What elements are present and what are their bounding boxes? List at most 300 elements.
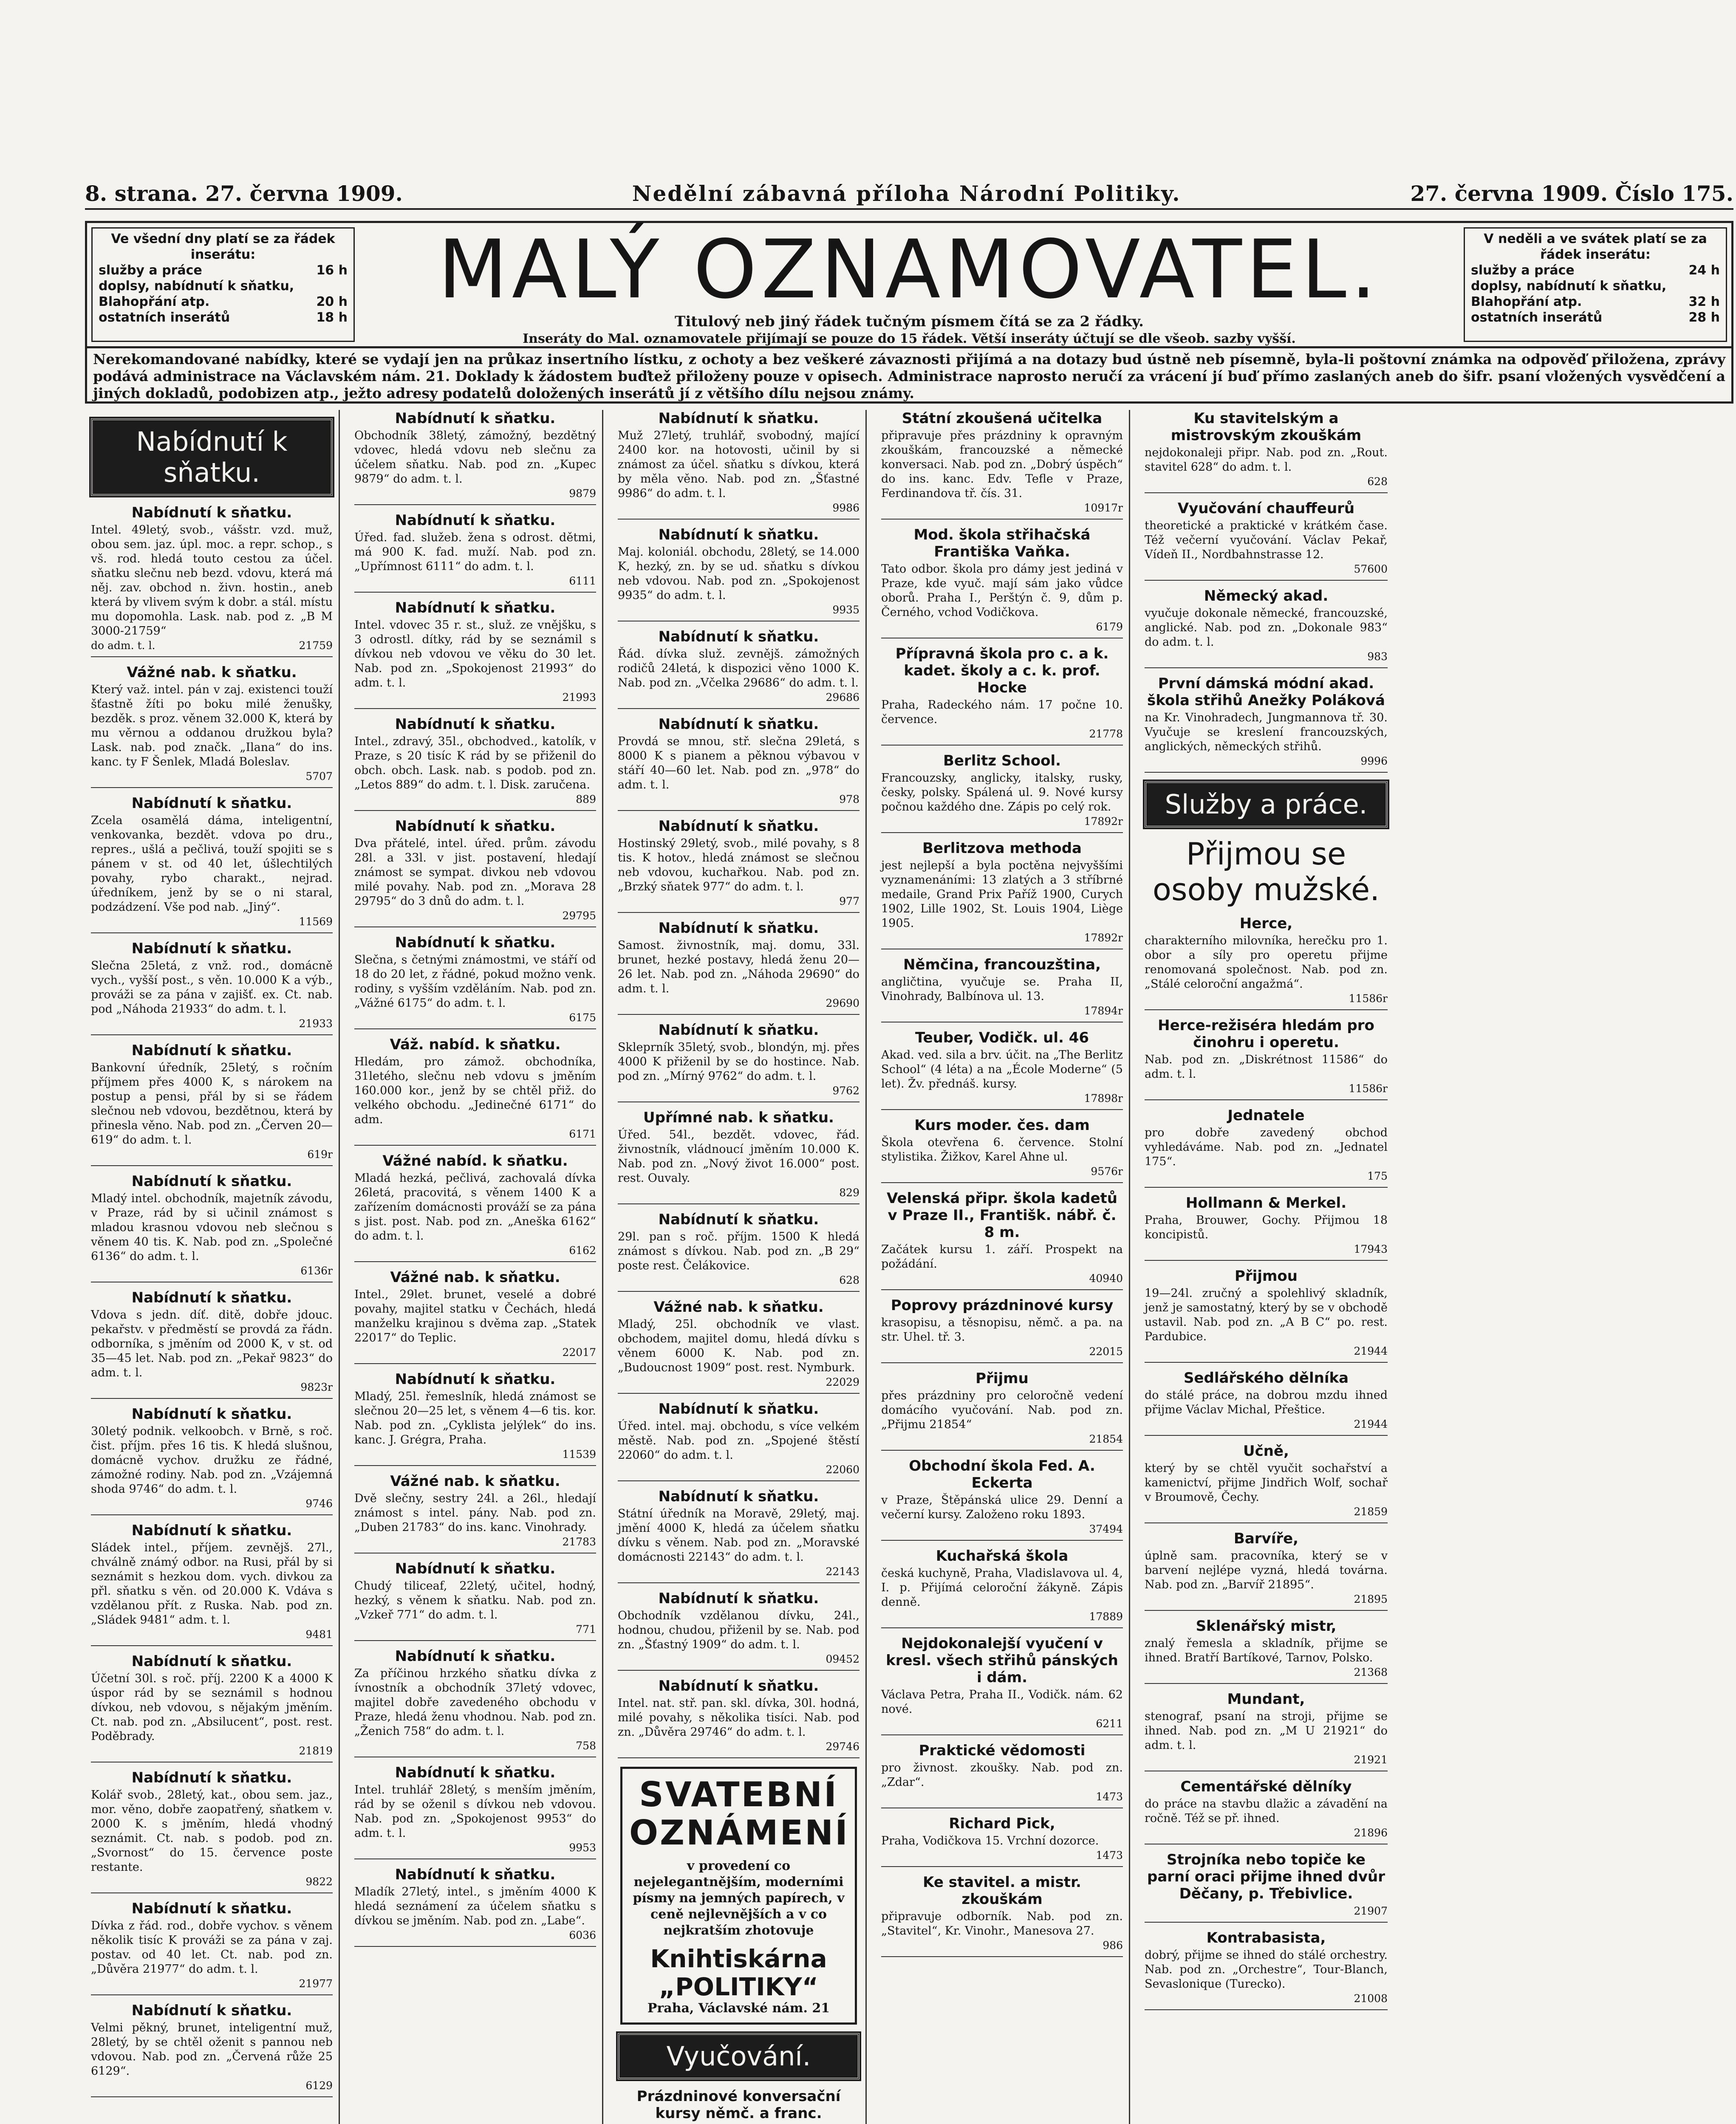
rates-sunday	[1464, 227, 1727, 342]
ad-text: do stálé práce, na dobrou mzdu ihned přijme Václav Michal, Přeštice.	[1145, 1389, 1388, 1416]
ad-text: Mladý intel. obchodník, majetník závodu, v Praze, rád by si učinil známost s mladou krasnou vdovou neb slečnou s věnem 40 tis. K. Nab. pod zn. „Společné 6136“ do adm. t. l.	[91, 1192, 333, 1263]
ad-heading: Nabídnutí k sňatku.	[658, 526, 819, 543]
ad-number: 9481	[305, 1628, 333, 1641]
classified-ad	[618, 1022, 860, 1102]
ad-number: 6179	[1096, 621, 1123, 633]
rate-row	[1471, 310, 1720, 325]
ad-divider	[354, 504, 596, 505]
classified-ad	[618, 920, 860, 1015]
ad-footer	[1145, 991, 1388, 1006]
ad-footer	[354, 1739, 596, 1753]
ad-heading: Nabídnutí k sňatku.	[395, 716, 556, 733]
ad-number: 17892r	[1084, 815, 1123, 828]
classified-ad	[91, 664, 333, 788]
ad-divider	[618, 1582, 860, 1583]
classified-ad	[354, 1560, 596, 1641]
ad-divider	[618, 1203, 860, 1204]
ad-footer	[618, 1565, 860, 1579]
ad-heading: Mundant,	[1227, 1691, 1305, 1708]
ad-divider	[354, 1946, 596, 1947]
ad-number: 758	[576, 1740, 596, 1752]
ad-divider	[354, 810, 596, 811]
ad-text: 19—24l. zručný a spolehlivý skladník, jenž je samostatný, který by se v obchodě ustavil. Nab. pod zn. „A B C“ po. rest. Pardubice.	[1145, 1287, 1388, 1343]
ad-divider	[91, 1994, 333, 1995]
masthead-title-block	[368, 223, 1451, 347]
ad-number: 17892r	[1084, 932, 1123, 944]
ad-footer	[1145, 1169, 1388, 1183]
ad-footer	[881, 1091, 1123, 1106]
ad-number: 6111	[569, 575, 596, 587]
ad-number: 21907	[1354, 1905, 1388, 1917]
ad-footer	[91, 2079, 333, 2093]
classified-ad	[91, 1289, 333, 1399]
ad-text: nejdokonaleji připr. Nab. pod zn. „Rout. stavitel 628“ do adm. t. l.	[1145, 446, 1388, 474]
ad-heading: Němčina, francouzština,	[903, 956, 1101, 973]
ad-text: Slečna 25letá, z vnž. rod., domácně vych., vyšší post., s věn. 10.000 K a výb., prováži se za pána v zajišť. ex. Ct. nab. pod „Náhoda 21933“ do adm. t. l.	[91, 959, 333, 1016]
ad-number: 22015	[1089, 1345, 1123, 1358]
ad-text: přes prázdniny pro celoročně vedení domácího vyučování. Nab. pod zn. „Přijmu 21854“	[881, 1389, 1123, 1431]
ad-number: 21921	[1354, 1754, 1388, 1766]
rate-row	[99, 310, 348, 325]
ad-heading: Nabídnutí k sňatku.	[395, 1764, 556, 1781]
ad-text: česká kuchyně, Praha, Vladislavova ul. 4, I. p. Přijímá celoroční žákyně. Zápis denně.	[881, 1567, 1123, 1609]
classified-ad	[618, 410, 860, 520]
ad-heading: Berlitz School.	[943, 752, 1061, 769]
classified-ad	[881, 1370, 1123, 1451]
ad-footer	[91, 1264, 333, 1278]
masthead	[85, 221, 1733, 348]
ad-number: 9822	[305, 1875, 333, 1888]
column-2	[348, 410, 603, 2124]
ad-heading: Nejdokonalejší vyučení v kresl. všech střihů pánských i dám.	[886, 1635, 1118, 1686]
ad-heading: Prázdninové konversační kursy němč. a franc.	[636, 2088, 841, 2122]
ad-footer	[1145, 650, 1388, 664]
ad-divider	[618, 519, 860, 520]
ad-heading: Nabídnutí k sňatku.	[658, 716, 819, 733]
ad-number: 21944	[1354, 1345, 1388, 1357]
ad-footer	[91, 1627, 333, 1642]
ad-number: 37494	[1089, 1523, 1123, 1535]
ad-heading: Nabídnutí k sňatku.	[395, 410, 556, 427]
ad-heading: Nabídnutí k sňatku.	[131, 504, 292, 521]
ad-footer	[354, 574, 596, 588]
classified-ad	[354, 599, 596, 709]
rate-label: ostatních inserátů	[1471, 310, 1603, 325]
classified-ad	[354, 410, 596, 505]
ad-divider	[354, 926, 596, 927]
ad-text: Intel. nat. stř. pan. skl. dívka, 30l. hodná, milé povahy, s několika tisíci. Nab. pod zn. „Důvěra 29746“ do adm. t. l.	[618, 1697, 860, 1739]
ad-footer	[1145, 1505, 1388, 1519]
ad-divider	[91, 1034, 333, 1035]
ad-text: Skleprník 35letý, svob., blondýn, mj. přes 4000 K přiženil by se do hostince. Nab. pod zn. „Mírný 9762“ do adm. t. l.	[618, 1041, 860, 1083]
rate-row	[99, 278, 348, 294]
ad-number: 17889	[1089, 1610, 1123, 1623]
ad-heading: Nabídnutí k sňatku.	[658, 1488, 819, 1505]
ad-footer	[354, 1841, 596, 1855]
ad-number: 6136r	[300, 1265, 333, 1277]
rate-label: služby a práce	[1471, 263, 1575, 278]
ad-heading: Herce,	[1239, 915, 1293, 932]
ad-divider	[1145, 1683, 1388, 1684]
ad-text: theoretické a praktické v krátkém čase. Též večerní vyučování. Václav Pekař, Vídeň II., Nordbahnstrasse 12.	[1145, 519, 1388, 561]
ad-number: 6036	[569, 1929, 596, 1941]
ad-heading: Učně,	[1243, 1443, 1289, 1460]
classified-ad	[881, 1190, 1123, 1290]
ad-heading: Richard Pick,	[949, 1815, 1055, 1832]
classified-ad	[1145, 1107, 1388, 1188]
ad-heading: Přijmou	[1235, 1268, 1298, 1285]
ad-number: 628	[1367, 475, 1388, 488]
ad-heading: Nabídnutí k sňatku.	[395, 1560, 556, 1577]
boxad-headline: SVATEBNÍ OZNÁMENÍ	[629, 1775, 849, 1853]
ad-divider	[1145, 1187, 1388, 1188]
classified-ad	[354, 1866, 596, 1947]
classified-ad	[618, 1109, 860, 1204]
ad-text: vyučuje dokonale německé, francouzské, anglické. Nab. pod zn. „Dokonale 983“ do adm. t. l.	[1145, 607, 1388, 649]
ad-text: Maj. koloniál. obchodu, 28letý, se 14.000 K, hezký, zn. by se ud. sňatku s dívkou neb vdovou. Nab. pod zn. „Spokojenost 9935“ do adm. t. l.	[618, 545, 860, 602]
classified-ad	[354, 818, 596, 927]
classified-ad	[881, 1117, 1123, 1183]
ad-heading: Sklenářský mistr,	[1196, 1618, 1337, 1635]
ad-heading: Nabídnutí k sňatku.	[658, 1590, 819, 1607]
ad-number: 9935	[832, 604, 860, 616]
masthead-subtitle-2: Inseráty do Mal. oznamovatele přijímají se pouze do 15 řádek. Větší inseráty účtují se dle všeob. sazby vyšší.	[523, 331, 1296, 346]
ad-divider	[881, 1289, 1123, 1290]
classified-ad	[1145, 1530, 1388, 1611]
ad-text: Úřed. 54l., bezdět. vdovec, řád. živnostník, vládnoucí jměním 10.000 K. Nab. pod zn. „Nový život 16.000“ post. rest. Ouvaly.	[618, 1128, 860, 1185]
classified-ad	[1145, 1370, 1388, 1436]
rates-heading: V neděli a ve svátek platí se za řádek inserátu:	[1484, 232, 1707, 262]
ad-heading: Teuber, Vodičk. ul. 46	[915, 1029, 1089, 1046]
ad-number: 6162	[569, 1244, 596, 1257]
ad-text: Bankovní úředník, 25letý, s ročním příjmem přes 4000 K, s nárokem na postup a pensi, přál by si se řádem slečnou neb vdovou, bezdětnou, která by přinesla věno. Nab. pod zn. „Červen 20—619“ do adm. t. l.	[91, 1061, 333, 1147]
ad-number: 5707	[305, 770, 333, 782]
ad-footer	[1145, 1904, 1388, 1918]
ad-number: 22143	[826, 1565, 860, 1578]
ad-divider	[618, 912, 860, 913]
classified-ad	[354, 1371, 596, 1466]
ad-divider	[881, 1956, 1123, 1957]
ad-number: 628	[839, 1274, 860, 1286]
header-right: 27. června 1909. Číslo 175.	[1410, 181, 1733, 206]
ad-heading: Herce-režiséra hledám pro činohru i operetu.	[1158, 1017, 1374, 1051]
rate-price: 18 h	[316, 310, 348, 325]
ad-number: 21895	[1354, 1593, 1388, 1605]
ad-heading: Vážné nab. k sňatku.	[653, 1299, 824, 1316]
ad-footer	[1145, 1592, 1388, 1607]
ad-number: 21993	[562, 691, 596, 703]
masthead-subtitle: Titulový neb jiný řádek tučným písmem čítá se za 2 řádky.	[675, 313, 1144, 330]
ad-text: Praha, Radeckého nám. 17 počne 10. července.	[881, 698, 1123, 726]
ad-divider	[618, 708, 860, 709]
ad-divider	[618, 1757, 860, 1758]
ad-heading: Nabídnutí k sňatku.	[131, 1653, 292, 1670]
ad-divider	[881, 1362, 1123, 1363]
ad-heading: Nabídnutí k sňatku.	[395, 1866, 556, 1883]
ad-footer	[91, 1875, 333, 1889]
classified-ad	[91, 795, 333, 933]
ad-heading: Nabídnutí k sňatku.	[395, 1648, 556, 1665]
classified-ad	[881, 410, 1123, 520]
ad-divider	[881, 1450, 1123, 1451]
ad-number: 11586r	[1349, 992, 1388, 1005]
classified-ad	[618, 818, 860, 913]
ad-text: Praha, Brouwer, Gochy. Přijmou 18 koncipistů.	[1145, 1214, 1388, 1241]
column-5	[1139, 410, 1394, 2124]
header-left: 8. strana. 27. června 1909.	[85, 181, 403, 206]
ad-text: Muž 27letý, truhlář, svobodný, mající 2400 kor. na hotovosti, učinil by si známost za účel. sňatku s dívkou, která by měla věno. Nab. pod zn. „Šťastné 9986“ do adm. t. l.	[618, 429, 860, 500]
ad-heading: Nabídnutí k sňatku.	[658, 410, 819, 427]
ad-footer	[881, 1522, 1123, 1537]
ad-footer	[91, 1147, 333, 1162]
ad-footer	[618, 894, 860, 909]
ad-footer	[354, 1447, 596, 1462]
ad-divider	[1145, 580, 1388, 581]
column-1	[85, 410, 340, 2124]
ad-footer	[91, 1977, 333, 1991]
ad-divider	[1145, 772, 1388, 773]
ad-number: 21859	[1354, 1505, 1388, 1518]
ad-heading: Barvíře,	[1233, 1530, 1299, 1547]
ad-footer	[354, 792, 596, 807]
classified-ad	[1145, 1443, 1388, 1523]
ad-text: Praha, Vodičkova 15. Vrchní dozorce.	[881, 1834, 1099, 1847]
column-4	[875, 410, 1130, 2124]
ad-divider	[1145, 1435, 1388, 1436]
rates-weekday	[91, 227, 355, 342]
ad-footer	[618, 501, 860, 515]
ad-heading: Nabídnutí k sňatku.	[131, 940, 292, 957]
ad-divider	[1145, 2009, 1388, 2010]
ad-footer	[354, 1622, 596, 1637]
ad-heading: Kurs moder. čes. dam	[914, 1117, 1090, 1134]
classified-ad	[91, 2002, 333, 2097]
boxad-address: Praha, Václavské nám. 21	[647, 2001, 830, 2016]
ad-number: 6129	[305, 2079, 333, 2092]
ad-number: 21977	[299, 1977, 333, 1990]
ad-text: Francouzsky, anglicky, italsky, rusky, česky, polsky. Spálená ul. 9. Nové kursy počnou každého dne. Zápis po celý rok.	[881, 771, 1123, 813]
ad-heading: Nabídnutí k sňatku.	[658, 628, 819, 645]
ad-text: Mladý, 25l. obchodník ve vlast. obchodem, majitel domu, hledá dívku s věnem 6000 K. Nab. pod zn. „Budoucnost 1909“ post. rest. Nymburk.	[618, 1318, 860, 1374]
ad-footer-note: do adm. t. l.	[91, 639, 156, 652]
ad-divider	[881, 1627, 1123, 1628]
ad-footer	[618, 1740, 860, 1754]
ad-divider	[881, 1734, 1123, 1735]
classified-ad	[1145, 915, 1388, 1010]
classified-ad	[881, 1029, 1123, 1110]
ad-footer	[881, 1848, 1123, 1863]
classified-ad	[1145, 1017, 1388, 1100]
ad-footer	[91, 1744, 333, 1758]
ad-text: Slečna, s četnými známostmi, ve stáří od 18 do 20 let, z řádné, pokud možno venk. rodiny, s vyšším vzděláním. Nab. pod zn. „Vážné 6175“ do adm. t. l.	[354, 953, 596, 1010]
ad-number: 17898r	[1084, 1092, 1123, 1104]
ad-footer	[881, 1432, 1123, 1446]
ad-text: Intel., 29let. brunet, veselé a dobré povahy, majitel statku v Čechách, hledá manželku krajinou s dvěma zap. „Statek 22017“ do Teplic.	[354, 1288, 596, 1344]
column-3	[612, 410, 867, 2124]
ad-number: 9996	[1360, 755, 1388, 767]
classified-ad	[618, 1401, 860, 1481]
ad-footer	[91, 769, 333, 784]
ad-divider	[881, 745, 1123, 746]
classified-ad	[1145, 1195, 1388, 1261]
ad-footer	[1145, 1242, 1388, 1257]
ad-footer	[354, 1535, 596, 1549]
ad-number: 9986	[832, 502, 860, 514]
ad-number: 22029	[826, 1376, 860, 1388]
ad-heading: Nabídnutí k sňatku.	[658, 920, 819, 937]
rates-heading: Ve všední dny platí se za řádek inserátu:	[111, 232, 335, 262]
ad-text: dobrý, přijme se ihned do stálé orchestry. Nab. pod zn. „Orchestre“, Tour-Blanch, Sevaslonique (Turecko).	[1145, 1949, 1388, 1991]
ad-text: krasopisu, a těsnopisu, němč. a pa. na str. Uhel. tř. 3.	[881, 1316, 1123, 1344]
classified-ad	[354, 716, 596, 811]
rate-label: ostatních inserátů	[99, 310, 230, 325]
ad-divider	[354, 1465, 596, 1466]
ad-heading: Nabídnutí k sňatku.	[131, 1289, 292, 1306]
classified-ad	[91, 1769, 333, 1893]
ad-heading: Strojníka nebo topiče ke parní oraci přijme ihned dvůr Děčany, p. Třebivlice.	[1147, 1851, 1385, 1902]
ad-heading: Nabídnutí k sňatku.	[658, 1022, 819, 1039]
ad-heading: Vážné nab. k sňatku.	[390, 1473, 560, 1490]
ad-footer	[618, 1652, 860, 1666]
classified-ad	[1145, 1778, 1388, 1844]
ad-heading: Vyučování chauffeurů	[1177, 500, 1355, 517]
ad-divider	[1145, 667, 1388, 668]
classified-ad	[91, 1522, 333, 1646]
ad-heading: Hollmann & Merkel.	[1185, 1195, 1347, 1212]
ad-footer	[618, 1084, 860, 1098]
rate-row	[99, 294, 348, 310]
classified-ad	[881, 1457, 1123, 1541]
classified-ad	[354, 1648, 596, 1757]
category-heading: Přijmou se osoby mužské.	[1152, 836, 1380, 907]
ad-text: Mladý, 25l. řemeslník, hledá známost se slečnou 20—25 let, s věnem 4—6 tis. kor. Nab. pod zn. „Cyklista jelýlek“ do ins. kanc. J. Grégra, Praha.	[354, 1390, 596, 1446]
ad-heading: Nabídnutí k sňatku.	[658, 1401, 819, 1418]
ad-text: Úřed. intel. maj. obchodu, s více velkém městě. Nab. pod zn. „Spojené štěstí 22060“ do adm. t. l.	[618, 1420, 860, 1462]
ad-text: Kolář svob., 28letý, kat., obou sem. jaz., mor. věno, dobře zaopatřený, sňatkem v. 2000 K. s jměním, hledá vhodný seznámit. Ct. nab. s podob. pod zn. „Svornost“ do 15. července poste restante.	[91, 1788, 333, 1874]
ad-number: 978	[839, 793, 860, 805]
ad-text: 29l. pan s roč. příjm. 1500 K hledá známost s dívkou. Nab. pod zn. „B 29“ poste rest. Čelákovice.	[618, 1230, 860, 1272]
ad-number: 21944	[1354, 1418, 1388, 1430]
ad-text: Úřed. fad. služeb. žena s odrost. dětmi, má 900 K. fad. muží. Nab. pod zn. „Upřímnost 6111“ do adm. t. l.	[354, 531, 596, 573]
classified-ad	[618, 1299, 860, 1394]
ad-text: Hostinský 29letý, svob., milé povahy, s 8 tis. K hotov., hledá známost se slečnou neb vdovou, kuchařkou. Nab. pod zn. „Brzký sňatek 977“ do adm. t. l.	[618, 837, 860, 893]
ad-text: Mladík 27letý, intel., s jměním 4000 K hledá seznámení za účelem sňatku s dívkou se jměním. Nab. pod zn. „Labe“.	[354, 1885, 596, 1927]
newspaper-page	[85, 178, 1733, 2124]
classified-ad	[881, 1548, 1123, 1628]
ad-footer	[1145, 1991, 1388, 2006]
ad-number: 986	[1103, 1939, 1123, 1952]
classified-ad	[1145, 500, 1388, 581]
ad-number: 6175	[569, 1011, 596, 1024]
ad-number: 09452	[826, 1653, 860, 1665]
ad-divider	[618, 1014, 860, 1015]
ad-number: 11586r	[1349, 1082, 1388, 1095]
classified-ad	[354, 512, 596, 593]
ad-heading: Vážné nabíd. k sňatku.	[382, 1152, 568, 1169]
ad-number: 29746	[826, 1740, 860, 1753]
ad-heading: Ke stavitel. a mistr. zkouškám	[923, 1874, 1081, 1908]
rate-label: Blahopřání atp.	[99, 294, 210, 309]
classified-ad	[618, 1488, 860, 1583]
ad-divider	[354, 1145, 596, 1146]
classified-ad	[618, 1590, 860, 1671]
ad-heading: Nabídnutí k sňatku.	[131, 795, 292, 812]
classified-ad	[1145, 587, 1388, 668]
ad-number: 175	[1367, 1170, 1388, 1182]
ad-footer	[618, 603, 860, 617]
ad-text: angličtina, vyučuje se. Praha II, Vinohrady, Balbínova ul. 13.	[881, 975, 1123, 1003]
ad-divider	[91, 1892, 333, 1893]
ad-text: Nab. pod zn. „Diskrétnost 11586“ do adm. t. l.	[1145, 1053, 1388, 1081]
ad-number: 9823r	[300, 1381, 333, 1393]
ad-divider	[618, 810, 860, 811]
ad-number: 9762	[832, 1085, 860, 1097]
ad-footer	[1145, 1826, 1388, 1840]
ad-heading: První dámská módní akad. škola střihů Anežky Poláková	[1147, 675, 1385, 709]
ad-text: charakterního milovníka, herečku pro 1. obor a síly pro operetu přijme renomovaná společnost. Nab. pod zn. „Stálé celoroční angažmá“.	[1145, 934, 1388, 991]
ad-heading: Velenská připr. škola kadetů v Praze II., Františk. nábř. č. 8 m.	[887, 1190, 1117, 1241]
ad-footer	[354, 690, 596, 705]
ad-text: Řád. dívka služ. zevnějš. zámožných rodičů 24letá, k dispozici věno 1000 K. Nab. pod zn. „Včelka 29686“ do adm. t. l.	[618, 647, 860, 689]
ad-number: 9746	[305, 1497, 333, 1510]
ad-number: 29795	[562, 909, 596, 922]
ad-number: 9953	[569, 1842, 596, 1854]
ad-text: pro živnost. zkoušky. Nab. pod zn. „Zdar“.	[881, 1761, 1123, 1789]
ad-number: 1473	[1096, 1849, 1123, 1861]
ad-text: Velmi pěkný, brunet, inteligentní muž, 28letý, by se chtěl oženit s pannou neb vdovou. Nab. pod zn. „Červená růže 25 6129“.	[91, 2021, 333, 2078]
ad-text: Intel., zdravý, 35l., obchodved., katolík, v Praze, s 20 tisíc K rád by se přiženil do obch. obch. Lask. nab. s podob. pod zn. „Letos 889“ do adm. t. l. Disk. zaručena.	[354, 735, 596, 791]
ad-heading: Cementářské dělníky	[1180, 1778, 1352, 1795]
ad-heading: Upřímné nab. k sňatku.	[643, 1109, 834, 1126]
ad-heading: Nabídnutí k sňatku.	[131, 2002, 292, 2019]
ad-divider	[91, 1165, 333, 1166]
rate-price: 20 h	[316, 294, 348, 309]
rate-row	[1471, 294, 1720, 310]
ad-footer	[1145, 1082, 1388, 1096]
ad-text: Zcela osamělá dáma, inteligentní, venkovanka, bezdět. vdova po dru., repres., ušlá a pečlivá, touží spojiti se s pánem v st. od 40 let, úšlechtilých povahy, rybo charakt., nejrad. úředníkem, jenž by se o ni staral, podzádzení. Vše pod nab. „Jiný“.	[91, 814, 333, 914]
header-center: Nedělní zábavná příloha Národní Politiky.	[632, 181, 1181, 206]
ad-heading: Nabídnutí k sňatku.	[395, 818, 556, 835]
classified-ad	[354, 934, 596, 1029]
ad-number: 22060	[826, 1463, 860, 1476]
ad-number: 1473	[1096, 1791, 1123, 1803]
classified-ad	[618, 526, 860, 621]
ad-heading: Ku stavitelským a mistrovským zkouškám	[1171, 410, 1362, 444]
masthead-title: MALÝ OZNAMOVATEL.	[438, 223, 1381, 316]
ad-divider	[1145, 1922, 1388, 1923]
ad-number: 10917r	[1084, 502, 1123, 514]
ad-divider	[354, 708, 596, 709]
classified-ad	[91, 1042, 333, 1166]
ad-text: Hledám, pro zámož. obchodníka, 31letého, slečnu neb vdovu s jměním 160.000 kor., jenž by se chtěl přiž. do velkého obchodu. „Jedinečné 6171“ do adm.	[354, 1055, 596, 1126]
ad-heading: Kuchařská škola	[936, 1548, 1069, 1565]
ad-footer	[881, 814, 1123, 829]
ad-divider	[91, 787, 333, 788]
ad-divider	[91, 2096, 333, 2097]
ad-number: 21759	[299, 639, 333, 652]
ad-text: 30letý podnik. velkoobch. v Brně, s roč. čist. příjm. přes 16 tis. K hledá slušnou, domácně vychov. družku ze řádné, zámožné rodiny. Nab. pod zn. „Vzájemná shoda 9746“ do adm. t. l.	[91, 1425, 333, 1496]
ad-heading: Nabídnutí k sňatku.	[395, 934, 556, 951]
ad-footer	[354, 1011, 596, 1025]
ad-divider	[881, 519, 1123, 520]
ad-text: Tato odbor. škola pro dámy jest jediná v Praze, kde vyuč. mají sám jako vůdce oborů. Praha I., Perštýn č. 9, dům p. Černého, vchod Vodičkova.	[881, 562, 1123, 619]
rate-row	[1471, 263, 1720, 278]
ad-text: Škola otevřena 6. července. Stolní stylistika. Žižkov, Karel Ahne ul.	[881, 1136, 1123, 1164]
ad-text: do práce na stavbu dlažic a závadění na ročně. Též se př. ihned.	[1145, 1797, 1388, 1825]
ad-footer	[881, 1344, 1123, 1359]
ad-heading: Nabídnutí k sňatku.	[131, 1173, 292, 1190]
classified-ad	[881, 526, 1123, 638]
